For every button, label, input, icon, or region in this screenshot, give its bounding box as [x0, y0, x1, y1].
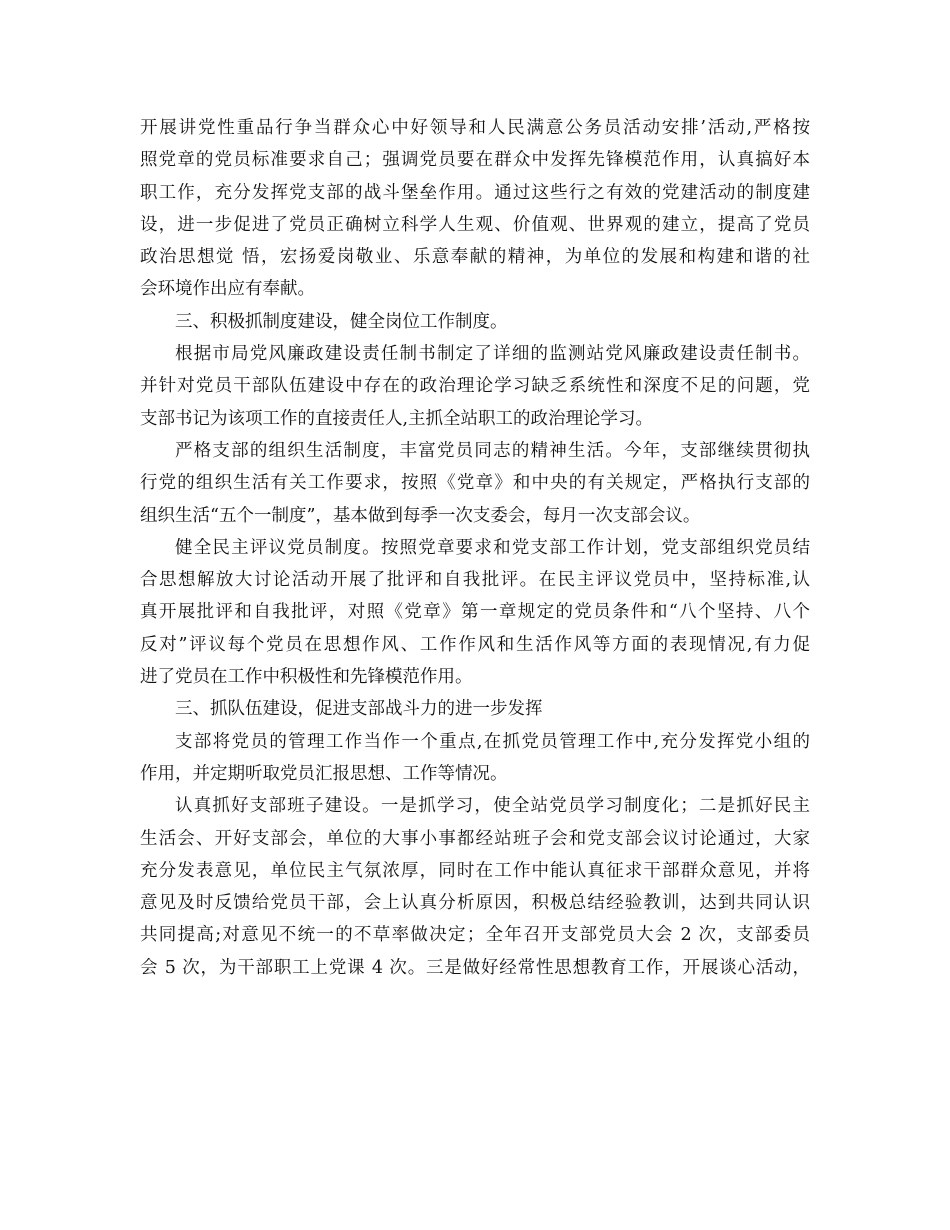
- text-line: 充分发表意见，单位民主气氛浓厚，同时在工作中能认真征求干部群众意见，并将: [140, 860, 810, 881]
- text-line: 健全民主评议党员制度。按照党章要求和党支部工作计划，党支部组织党员结: [175, 537, 810, 558]
- text-line: 三、抓队伍建设，促进支部战斗力的进一步发挥: [175, 699, 543, 720]
- text-line: 三、积极抓制度建设，健全岗位工作制度。: [175, 311, 508, 332]
- text-line: 会 5 次，为干部职工上党课 4 次。三是做好经常性思想教育工作，开展谈心活动，: [140, 957, 810, 978]
- text-line: 认真抓好支部班子建设。一是抓学习，使全站党员学习制度化；二是抓好民主: [175, 796, 810, 817]
- text-line: 并针对党员干部队伍建设中存在的政治理论学习缺乏系统性和深度不足的问题，党: [140, 376, 810, 397]
- text-line: 职工作，充分发挥党支部的战斗堡垒作用。通过这些行之有效的党建活动的制度建: [140, 182, 810, 203]
- text-line: 设，进一步促进了党员正确树立科学人生观、价值观、世界观的建立，提高了党员: [140, 214, 810, 235]
- text-line: 合思想解放大讨论活动开展了批评和自我批评。在民主评议党员中，坚持标准,认: [140, 570, 810, 591]
- text-line: 根据市局党风廉政建设责任制书制定了详细的监测站党风廉政建设责任制书。: [175, 344, 810, 365]
- text-line: 生活会、开好支部会，单位的大事小事都经站班子会和党支部会议讨论通过，大家: [140, 828, 810, 849]
- text-line: 照党章的党员标准要求自己；强调党员要在群众中发挥先锋模范作用，认真搞好本: [140, 150, 810, 171]
- text-line: 会环境作出应有奉献。: [140, 279, 315, 300]
- text-line: 支部将党员的管理工作当作一个重点,在抓党员管理工作中,充分发挥党小组的: [175, 731, 810, 752]
- text-line: 意见及时反馈给党员干部，会上认真分析原因，积极总结经验教训，达到共同认识: [140, 893, 810, 914]
- text-line: 行党的组织生活有关工作要求，按照《党章》和中央的有关规定，严格执行支部的: [140, 473, 810, 494]
- document-body: [140, 112, 810, 984]
- text-line: 组织生活“五个一制度”，基本做到每季一次支委会，每月一次支部会议。: [140, 505, 701, 526]
- text-line: 政治思想觉 悟，宏扬爱岗敬业、乐意奉献的精神，为单位的发展和构建和谐的社: [140, 247, 810, 268]
- text-line: 支部书记为该项工作的直接责任人,主抓全站职工的政治理论学习。: [140, 408, 654, 429]
- text-line: 进了党员在工作中积极性和先锋模范作用。: [140, 667, 473, 688]
- text-line: 开展讲党性重品行争当群众心中好领导和人民满意公务员活动安排’活动,严格按: [140, 118, 810, 138]
- text-line: 反对”评议每个党员在思想作风、工作作风和生活作风等方面的表现情况,有力促: [140, 634, 810, 655]
- text-line: 作用，并定期听取党员汇报思想、工作等情况。: [140, 763, 508, 784]
- text-line: 严格支部的组织生活制度，丰富党员同志的精神生活。今年，支部继续贯彻执: [175, 440, 810, 461]
- text-line: 真开展批评和自我批评，对照《党章》第一章规定的党员条件和“八个坚持、八个: [140, 602, 810, 623]
- text-line: 共同提高;对意见不统一的不草率做决定；全年召开支部党员大会 2 次，支部委员: [140, 925, 810, 946]
